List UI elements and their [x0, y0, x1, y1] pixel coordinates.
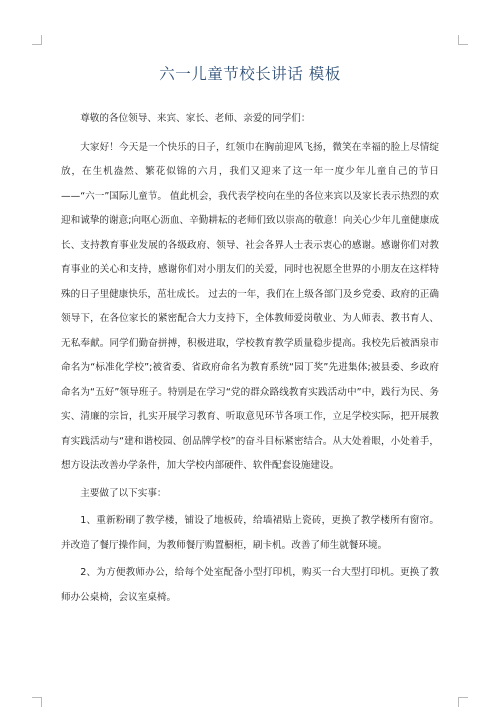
- greeting-paragraph: 尊敬的各位领导、来宾、家长、老师、亲爱的同学们：: [80, 113, 311, 124]
- summary-heading: 主要做了以下实事：: [80, 487, 167, 499]
- list-item-2: 2、为方便教师办公，给每个处室配备小型打印机，购买一台大型打印机。更换了教师办公桌椅，会议室桌椅。: [61, 567, 439, 603]
- crop-mark-top-left: [32, 35, 42, 45]
- crop-mark-top-right: [458, 35, 468, 45]
- list-item-1: 1、重新粉刷了教学楼，铺设了地板砖，给墙裙贴上瓷砖，更换了教学楼所有窗帘。并改造了餐厅操作间，为教师餐厅购置橱柜，刷卡机。改善了师生就餐环境。: [61, 515, 439, 551]
- crop-mark-bottom-left: [32, 697, 42, 707]
- crop-mark-bottom-right: [458, 697, 468, 707]
- page-title: 六一儿童节校长讲话 模板: [159, 65, 341, 83]
- speech-paragraph: 大家好！今天是一个快乐的日子，红领巾在胸前迎风飞扬，微笑在幸福的脸上尽情绽放，在生机盎然、繁花似锦的六月，我们又迎来了这一年一度少年儿童自己的节日——“六一”国际儿童节。 值此机会，我代表学校向在坐的各位来宾以及家长表示热烈的欢迎和诚挚的谢意;向呕心沥血、辛勤耕耘的老师们致以崇高的敬意！向关心少年儿童健康成长、支持教育事业发展的各级政府、领导、社会各界人士表示衷心的感谢。感谢你们对教育事业的关心和支持，感谢你们对小朋友们的关爱，同时也祝愿全世界的小朋友在这样特殊的日子里健康快乐，茁壮成长。 过去的一年，我们在上级各部门及乡党委、政府的正确领导下，在各位家长的紧密配合大力支持下，全体教师爱岗敬业、为人师表、教书育人、无私奉献。同学们勤奋拼搏，积极进取，学校教育教学质量稳步提高。我校先后被酒泉市命名为“标准化学校”;被省委、省政府命名为教育系统“园丁奖”先进集体;被县委、乡政府命名为“五好”领导班子。特别是在学习“党的群众路线教育实践活动中”中，践行为民、务实、清廉的宗旨，扎实开展学习教育、听取意见环节各项工作，立足学校实际，把开展教育实践活动与“建和谐校园、创品牌学校”的奋斗目标紧密结合。从大处着眼，小处着手，想方设法改善办学条件，加大学校内部硬件、软件配套设施建设。: [61, 141, 439, 471]
- document-body: [61, 107, 439, 610]
